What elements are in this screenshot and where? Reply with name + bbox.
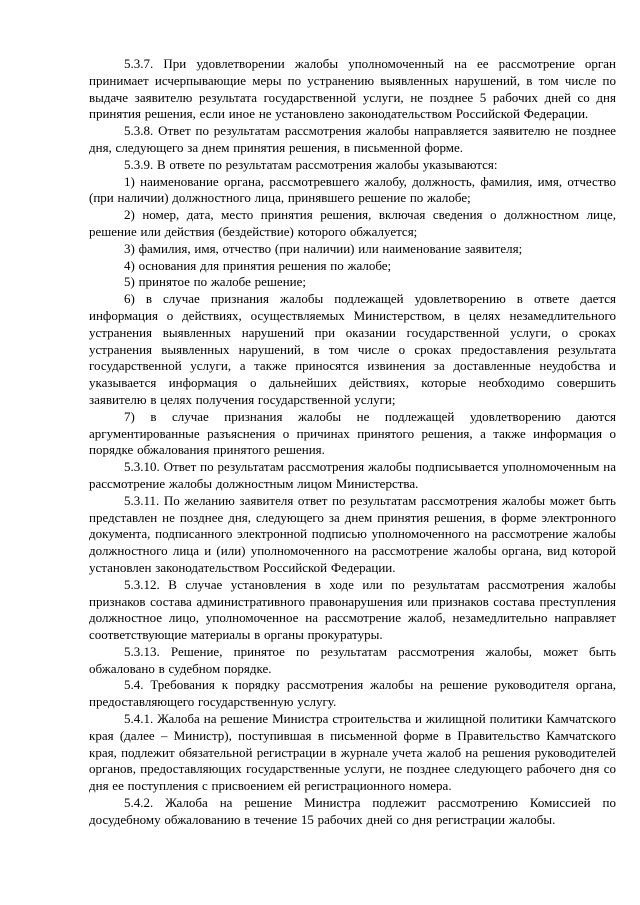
para-5-3-8: 5.3.8. Ответ по результатам рассмотрения жалобы направляется заявителю не позднее дня, следующего за днем принятия решения, в письменной форме. (89, 123, 616, 155)
para-5-3-12: 5.3.12. В случае установления в ходе или по результатам рассмотрения жалобы признаков состава административного правонарушения или признаков состава преступления должностное лицо, уполномоченное на рассмотрение жалоб, незамедлительно направляет соответствующие материалы в органы прокуратуры. (89, 576, 616, 643)
para-5-3-7: 5.3.7. При удовлетворении жалобы уполномоченный на ее рассмотрение орган принимает исчерпывающие меры по устранению выявленных нарушений, в том числе по выдаче заявителю результата государственной услуги, не позднее 5 рабочих дней со дня принятия решения, если иное не установлено законодательством Российской Федерации. (89, 56, 616, 122)
para-5-4: 5.4. Требования к порядку рассмотрения жалобы на решение руководителя органа, предоставляющего государственную услугу. (89, 677, 616, 710)
para-5-3-13: 5.3.13. Решение, принятое по результатам рассмотрения жалобы, может быть обжаловано в судебном порядке. (89, 643, 616, 676)
list-item-2: 2) номер, дата, место принятия решения, включая сведения о должностном лице, решение или действия (бездействие) которого обжалуется; (89, 207, 616, 239)
list-item-1: 1) наименование органа, рассмотревшего жалобу, должность, фамилия, имя, отчество (при наличии) должностного лица, принявшего решение по жалобе; (89, 173, 616, 206)
list-item-6: 6) в случае признания жалобы подлежащей удовлетворению в ответе дается информация о действиях, осуществляемых Министерством, в целях незамедлительного устранения выявленных нарушений при оказании государственной услуги, о сроках устранения выявленных нарушений, в том числе о сроках предоставления результата государственной услуги, а также приносятся извинения за доставленные неудобства и указывается информация о дальнейших действиях, которые необходимо совершить заявителю в целях получения государственной услуги; (89, 291, 616, 407)
para-5-4-2: 5.4.2. Жалоба на решение Министра подлежит рассмотрению Комиссией по досудебному обжалованию в течение 15 рабочих дней со дня регистрации жалобы. (89, 795, 616, 827)
para-5-3-10: 5.3.10. Ответ по результатам рассмотрения жалобы подписывается уполномоченным на рассмотрение жалобы должностным лицом Министерства. (89, 459, 616, 491)
para-5-4-1: 5.4.1. Жалоба на решение Министра строительства и жилищной политики Камчатского края (далее – Министр), поступившая в письменной форме в Правительство Камчатского края, подлежит обязательной регистрации в журнале учета жалоб на решения руководителей органов, предоставляющих государственные услуги, не позднее следующего рабочего дня со дня ее поступления с присвоением ей регистрационного номера. (89, 711, 616, 794)
list-item-3: 3) фамилия, имя, отчество (при наличии) или наименование заявителя; (124, 240, 523, 256)
para-5-3-9: 5.3.9. В ответе по результатам рассмотрения жалобы указываются: (124, 156, 498, 172)
list-item-5: 5) принятое по жалобе решение; (124, 274, 306, 290)
list-item-4: 4) основания для принятия решения по жалобе; (124, 257, 392, 273)
list-item-7: 7) в случае признания жалобы не подлежащей удовлетворению даются аргументированные разъяснения о причинах принятого решения, а также информация о порядке обжалования принятого решения. (89, 408, 616, 458)
para-5-3-11: 5.3.11. По желанию заявителя ответ по результатам рассмотрения жалобы может быть представлен не позднее дня, следующего за днем принятия решения, в форме электронного документа, подписанного электронной подписью уполномоченного на рассмотрение жалобы должностного лица и (или) уполномоченного на рассмотрение жалобы органа, вид которой установлен законодательством Российской Федерации. (89, 492, 616, 575)
